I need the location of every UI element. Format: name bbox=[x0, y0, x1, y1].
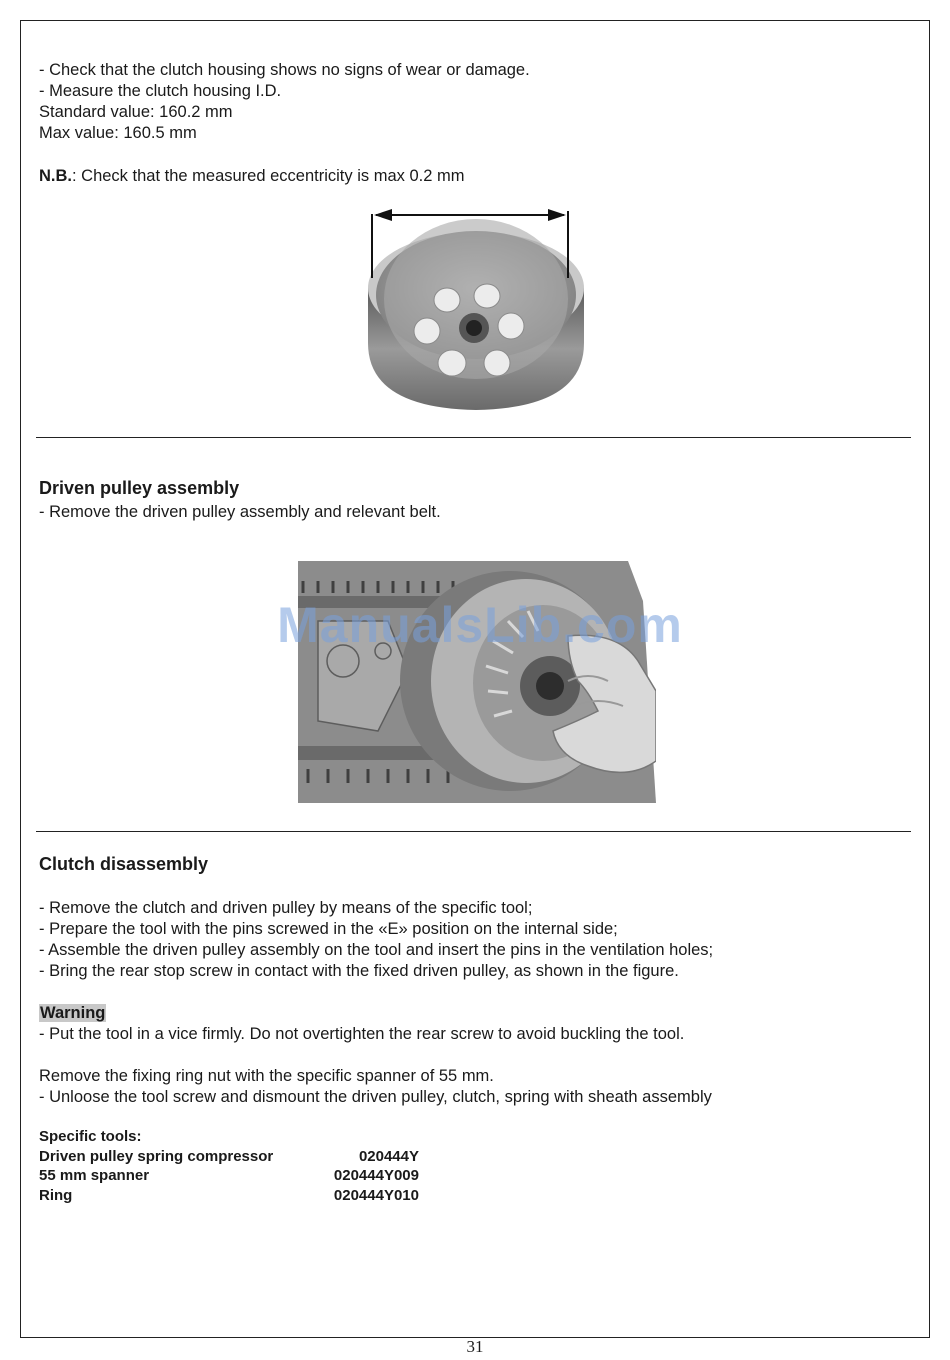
unloose-step: - Unloose the tool screw and dismount the driven pulley, clutch, spring with sheath assembly bbox=[39, 1088, 712, 1106]
clutch-disassembly-title: Clutch disassembly bbox=[39, 854, 209, 874]
disassembly-step-1: - Remove the clutch and driven pulley by means of the specific tool; bbox=[39, 899, 533, 917]
tool-name: 55 mm spanner bbox=[39, 1167, 150, 1184]
tools-title-row bbox=[39, 1127, 419, 1147]
specific-tools-title: Specific tools: bbox=[39, 1128, 142, 1145]
warning-label-row bbox=[39, 1003, 106, 1024]
tool-code: 020444Y009 bbox=[333, 1167, 419, 1184]
warning-text: - Put the tool in a vice firmly. Do not overtighten the rear screw to avoid buckling the tool. bbox=[39, 1025, 685, 1043]
tool-row bbox=[39, 1166, 419, 1186]
check-line-2: - Measure the clutch housing I.D. bbox=[39, 82, 282, 100]
clutch-housing-figure bbox=[362, 203, 590, 415]
disassembly-step-2: - Prepare the tool with the pins screwed in the «E» position on the internal side; bbox=[39, 920, 618, 938]
tool-row bbox=[39, 1186, 419, 1206]
nb-label: N.B. bbox=[39, 167, 72, 185]
watermark: ManualsLib.com bbox=[277, 597, 683, 653]
max-value: Max value: 160.5 mm bbox=[39, 124, 197, 142]
check-line-1: - Check that the clutch housing shows no signs of wear or damage. bbox=[39, 61, 530, 79]
disassembly-step-3: - Assemble the driven pulley assembly on the tool and insert the pins in the ventilation holes; bbox=[39, 941, 714, 959]
tool-code: 020444Y010 bbox=[333, 1186, 419, 1204]
section-divider bbox=[36, 437, 911, 438]
warning-label: Warning bbox=[40, 1004, 106, 1022]
disassembly-step-4: - Bring the rear stop screw in contact with the fixed driven pulley, as shown in the figure. bbox=[39, 962, 679, 980]
nb-note bbox=[39, 166, 464, 187]
page-number: 31 bbox=[466, 1337, 484, 1356]
section-divider-2 bbox=[36, 831, 911, 832]
tool-row bbox=[39, 1147, 419, 1167]
standard-value: Standard value: 160.2 mm bbox=[39, 103, 233, 121]
tool-name: Driven pulley spring compressor bbox=[39, 1147, 274, 1165]
driven-pulley-line: - Remove the driven pulley assembly and relevant belt. bbox=[39, 503, 441, 521]
tool-code: 020444Y bbox=[358, 1147, 419, 1165]
ring-nut-step: Remove the fixing ring nut with the specific spanner of 55 mm. bbox=[39, 1067, 494, 1085]
nb-text: : Check that the measured eccentricity is max 0.2 mm bbox=[72, 167, 465, 185]
driven-pulley-title: Driven pulley assembly bbox=[39, 478, 240, 498]
driven-pulley-photo bbox=[298, 541, 656, 803]
specific-tools-table bbox=[39, 1127, 419, 1205]
tool-name: Ring bbox=[39, 1186, 73, 1204]
